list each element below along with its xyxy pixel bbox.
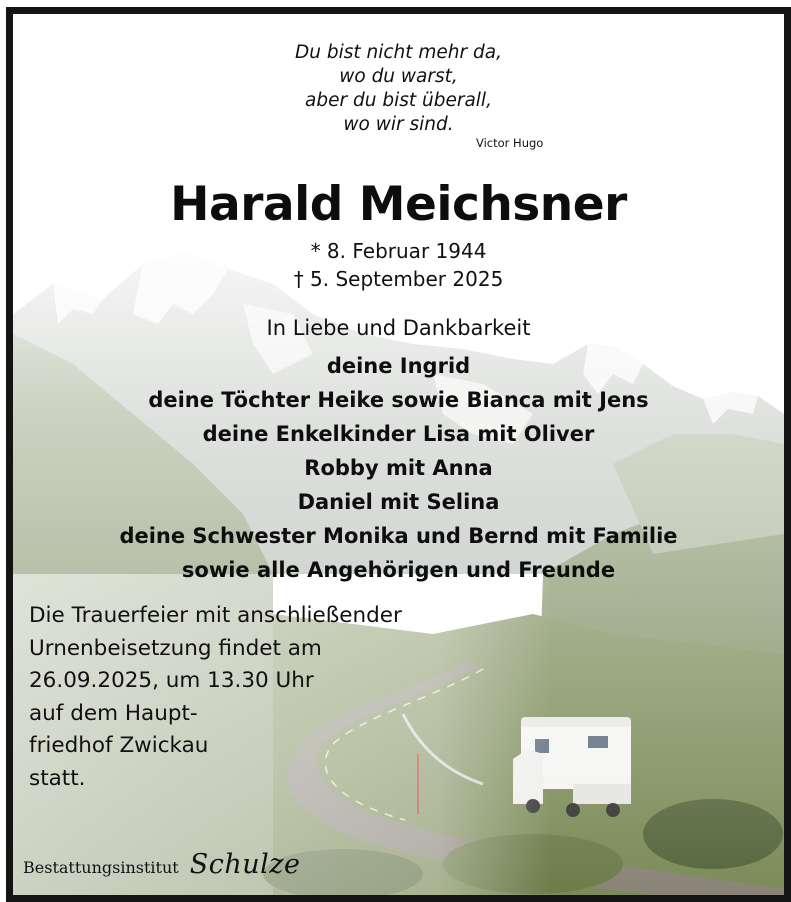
quote-line: aber du bist überall, [305, 90, 492, 111]
death-date: † 5. September 2025 [293, 267, 504, 291]
quote-line: wo wir sind. [343, 114, 454, 135]
quote-line: Du bist nicht mehr da, [295, 42, 502, 63]
undertaker-signature [23, 849, 301, 880]
ceremony-line: statt. [29, 765, 86, 791]
ceremony-notice [29, 600, 499, 795]
ceremony-line: friedhof Zwickau [29, 733, 209, 758]
mourner-line: deine Enkelkinder Lisa mit Oliver [202, 422, 595, 446]
obituary-frame [6, 7, 791, 902]
undertaker-prefix: Bestattungsinstitut [23, 858, 179, 877]
undertaker-name: Schulze [189, 849, 301, 880]
love-line: In Liebe und Dankbarkeit [266, 316, 531, 340]
memorial-quote [13, 41, 784, 137]
mourners-list [13, 349, 784, 587]
mourner-line: Robby mit Anna [304, 456, 493, 480]
life-dates [13, 237, 784, 293]
quote-line: wo du warst, [339, 66, 458, 87]
mourner-line: deine Schwester Monika und Bernd mit Familie [119, 524, 678, 548]
mourner-line: Daniel mit Selina [297, 490, 500, 514]
ceremony-line: Urnenbeisetzung findet am [29, 635, 322, 661]
ceremony-line: Die Trauerfeier mit anschließender [29, 603, 402, 628]
ceremony-line: 26.09.2025, um 13.30 Uhr [29, 668, 314, 693]
birth-date: * 8. Februar 1944 [310, 239, 487, 263]
ceremony-line: auf dem Haupt- [29, 700, 198, 726]
mourner-line: sowie alle Angehörigen und Freunde [181, 558, 616, 582]
quote-author: Victor Hugo [476, 136, 544, 150]
mourner-line: deine Töchter Heike sowie Bianca mit Jens [148, 388, 649, 412]
mourner-line: deine Ingrid [326, 354, 471, 378]
deceased-name: Harald Meichsner [170, 177, 627, 232]
